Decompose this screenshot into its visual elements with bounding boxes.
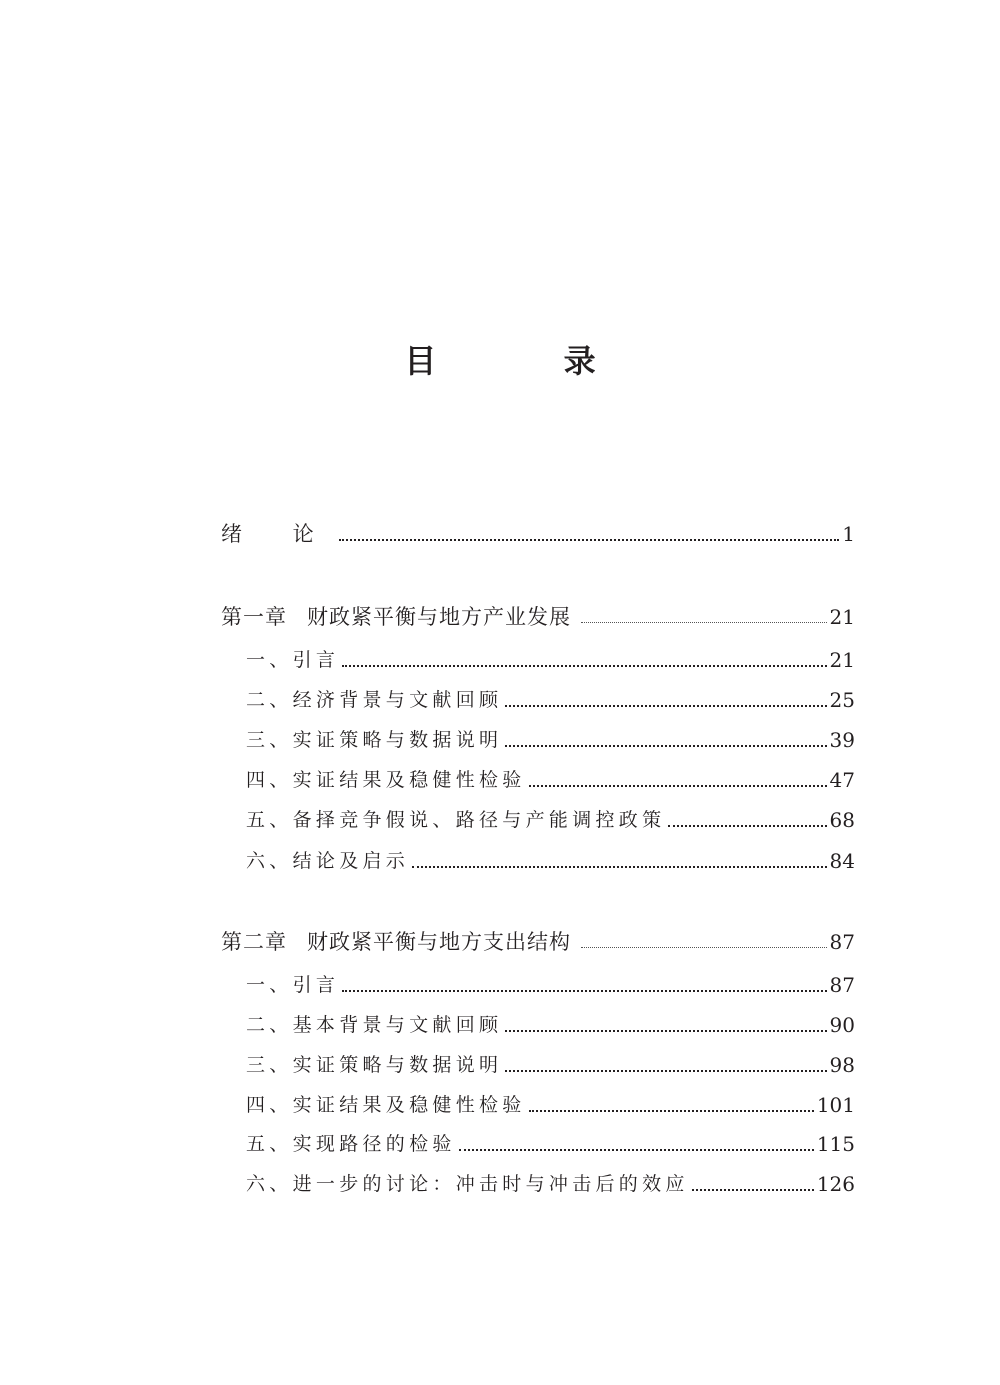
toc-section[interactable] (246, 1010, 855, 1040)
section-label: 六、进一步的讨论：冲击时与冲击后的效应 (246, 1173, 689, 1195)
dot-leader (529, 785, 827, 787)
toc-page-number: 47 (829, 768, 855, 792)
dot-leader (505, 1030, 826, 1032)
toc-section[interactable] (246, 645, 855, 675)
toc-section[interactable] (246, 685, 855, 715)
dot-leader (342, 665, 826, 667)
toc-page-number: 21 (829, 605, 855, 629)
toc-section[interactable] (246, 765, 855, 795)
chapter-number: 第二章 (221, 930, 287, 954)
toc-page-number: 39 (829, 728, 855, 752)
toc-section[interactable] (246, 846, 855, 876)
toc-section[interactable] (246, 1050, 855, 1080)
dot-leader (668, 825, 826, 827)
toc-page-number: 101 (816, 1093, 855, 1117)
toc-page-number: 25 (829, 688, 855, 712)
chapter-title: 财政紧平衡与地方产业发展 (307, 605, 571, 629)
toc-page-number: 87 (829, 930, 855, 954)
chapter-number: 第一章 (221, 605, 287, 629)
toc-section[interactable] (246, 805, 855, 835)
toc-page-number: 68 (829, 808, 855, 832)
section-label: 三、实证策略与数据说明 (246, 729, 503, 751)
dot-leader (581, 622, 827, 623)
dot-leader (505, 1070, 826, 1072)
section-label: 四、实证结果及稳健性检验 (246, 1094, 526, 1116)
toc-section[interactable] (246, 1090, 855, 1120)
toc-section[interactable] (246, 1129, 855, 1159)
chapter-title: 财政紧平衡与地方支出结构 (307, 930, 571, 954)
section-label: 五、实现路径的检验 (246, 1133, 456, 1155)
toc-entry-label: 绪 论 (221, 522, 336, 546)
dot-leader (505, 705, 826, 707)
chapter-heading (221, 927, 571, 957)
dot-leader (459, 1149, 814, 1151)
toc-chapter-1[interactable] (221, 602, 855, 632)
section-label: 二、基本背景与文献回顾 (246, 1014, 503, 1036)
toc-section[interactable] (246, 725, 855, 755)
toc-page-number: 21 (829, 648, 855, 672)
toc-page-number: 87 (829, 973, 855, 997)
section-label: 一、引言 (246, 974, 340, 996)
page-title: 目 录 (404, 342, 654, 380)
toc-page-number: 1 (842, 522, 855, 546)
toc-section[interactable] (246, 1169, 855, 1199)
dot-leader (339, 539, 840, 541)
section-label: 六、结论及启示 (246, 850, 410, 872)
toc-chapter-2[interactable] (221, 927, 855, 957)
section-label: 四、实证结果及稳健性检验 (246, 769, 526, 791)
dot-leader (692, 1189, 814, 1191)
toc-page-number: 115 (816, 1132, 855, 1156)
toc-page-number: 90 (829, 1013, 855, 1037)
toc-page-number: 126 (816, 1172, 855, 1196)
section-label: 五、备择竞争假说、路径与产能调控政策 (246, 809, 666, 831)
dot-leader (581, 947, 827, 948)
dot-leader (412, 866, 826, 868)
section-label: 二、经济背景与文献回顾 (246, 689, 503, 711)
toc-page-number: 84 (829, 849, 855, 873)
toc-section[interactable] (246, 970, 855, 1000)
dot-leader (529, 1110, 814, 1112)
chapter-heading (221, 602, 571, 632)
dot-leader (505, 745, 826, 747)
dot-leader (342, 990, 826, 992)
section-label: 一、引言 (246, 649, 340, 671)
toc-page-number: 98 (829, 1053, 855, 1077)
toc-entry-intro[interactable] (221, 519, 855, 549)
section-label: 三、实证策略与数据说明 (246, 1054, 503, 1076)
